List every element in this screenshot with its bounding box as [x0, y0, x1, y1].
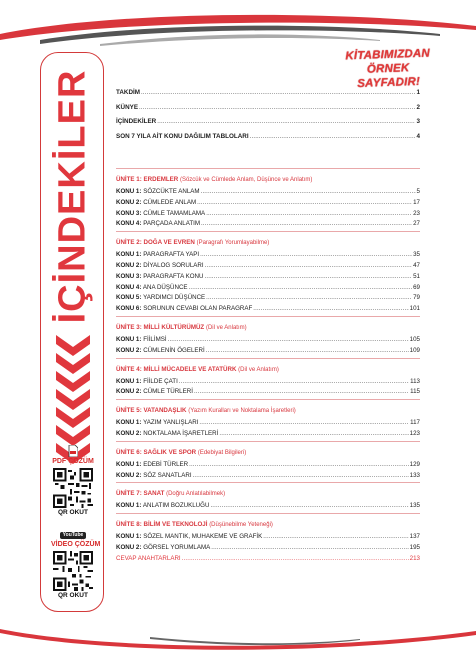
video-qr-code[interactable] — [53, 551, 93, 591]
unit-separator — [116, 168, 420, 169]
youtube-icon: YouTube — [60, 532, 87, 539]
unit-separator — [116, 399, 420, 400]
toc-topic[interactable]: KONU 3: PARAGRAFTA KONU ..... 51 — [116, 272, 420, 283]
toc-topic[interactable]: KONU 6: SORUNUN CEVABI OLAN PARAGRAF ..... 101 — [116, 304, 420, 315]
toc-topic[interactable]: KONU 1: PARAGRAFTA YAPI ..... 35 — [116, 250, 420, 261]
pdf-icon — [68, 445, 78, 457]
table-of-contents — [116, 86, 420, 565]
toc-topic[interactable]: KONU 3: CÜMLE TAMAMLAMA ..... 23 — [116, 209, 420, 220]
pdf-qr-caption: QR OKUT — [51, 509, 95, 517]
unit-separator — [116, 231, 420, 232]
toc-topic[interactable]: KONU 4: ANA DÜŞÜNCE ..... 69 — [116, 283, 420, 294]
unit-separator — [116, 482, 420, 483]
unit-separator — [116, 441, 420, 442]
toc-topic[interactable]: KONU 2: CÜMLEDE ANLAM ..... 17 — [116, 198, 420, 209]
toc-topic[interactable]: KONU 2: CÜMLE TÜRLERİ ..... 115 — [116, 387, 420, 398]
footer-swoosh — [0, 615, 476, 655]
unit-heading[interactable]: ÜNİTE 5: VATANDAŞLIK (Yazım Kuralları ve Noktalama İşaretleri) — [116, 407, 296, 415]
unit-heading[interactable]: ÜNİTE 2: DOĞA VE EVREN (Paragrafı Yorumlayabilme) — [116, 239, 270, 247]
sample-page-stamp — [341, 46, 434, 91]
unit-heading[interactable]: ÜNİTE 6: SAĞLIK VE SPOR (Edebiyat Bilgileri) — [116, 448, 247, 456]
toc-entry-takdim[interactable]: TAKDİM ..... 1 — [116, 86, 420, 101]
stamp-line-2: ÖRNEK SAYFADIR! — [357, 62, 421, 91]
toc-topic[interactable]: KONU 1: YAZIM YANLIŞLARI ..... 117 — [116, 418, 420, 429]
toc-topic[interactable]: KONU 2: NOKTALAMA İŞARETLERİ ..... 123 — [116, 429, 420, 440]
toc-topic[interactable]: KONU 5: YARDIMCI DÜŞÜNCE ..... 79 — [116, 293, 420, 304]
sidebar-panel — [40, 52, 104, 612]
toc-entry-answer-keys[interactable]: CEVAP ANAHTARLARI ..... 213 — [116, 554, 420, 565]
toc-topic[interactable]: KONU 2: DİYALOG SORULARI ..... 47 — [116, 261, 420, 272]
toc-topic[interactable]: KONU 1: FİİLDE ÇATI ..... 113 — [116, 377, 420, 388]
toc-topic[interactable]: KONU 1: SÖZCÜKTE ANLAM ..... 5 — [116, 187, 420, 198]
unit-separator — [116, 316, 420, 317]
video-qr-caption: QR OKUT — [51, 592, 95, 600]
toc-topic[interactable]: KONU 2: SÖZ SANATLARI ..... 133 — [116, 471, 420, 482]
toc-topic[interactable]: KONU 1: ANLATIM BOZUKLUĞU ..... 135 — [116, 501, 420, 512]
unit-heading[interactable]: ÜNİTE 8: BİLİM VE TEKNOLOJİ (Düşünebilme Yeteneği) — [116, 521, 273, 529]
toc-topic[interactable]: KONU 2: GÖRSEL YORUMLAMA ..... 195 — [116, 543, 420, 554]
video-qr-title: VİDEO ÇÖZÜM — [51, 541, 101, 548]
toc-entry-icindekiler[interactable]: İÇİNDEKİLER ..... 3 — [116, 115, 420, 130]
toc-topic[interactable]: KONU 2: CÜMLENİN ÖGELERİ ..... 109 — [116, 346, 420, 357]
toc-topic[interactable]: KONU 1: SÖZEL MANTIK, MUHAKEME VE GRAFİK ..... 137 — [116, 532, 420, 543]
unit-heading[interactable]: ÜNİTE 3: MİLLİ KÜLTÜRÜMÜZ (Dil ve Anlatım) — [116, 323, 247, 331]
unit-separator — [116, 358, 420, 359]
toc-topic[interactable]: KONU 4: PARÇADA ANLATIM ..... 27 — [116, 219, 420, 230]
toc-topic[interactable]: KONU 1: FİİLİMSİ ..... 105 — [116, 335, 420, 346]
toc-entry-kunye[interactable]: KÜNYE ..... 2 — [116, 101, 420, 116]
pdf-qr-title: PDF ÇÖZÜM — [52, 458, 94, 465]
sidebar-title — [47, 71, 99, 321]
unit-heading[interactable]: ÜNİTE 1: ERDEMLER (Sözcük ve Cümlede Anlam, Düşünce ve Anlatım) — [116, 176, 313, 183]
unit-heading[interactable]: ÜNİTE 4: MİLLİ MÜCADELE VE ATATÜRK (Dil ve Anlatım) — [116, 365, 279, 373]
pdf-qr-code[interactable] — [53, 468, 93, 508]
unit-heading[interactable]: ÜNİTE 7: SANAT (Doğru Anlatılabilmek) — [116, 490, 226, 498]
pdf-qr-block[interactable] — [51, 445, 95, 517]
unit-separator — [116, 513, 420, 514]
toc-topic[interactable]: KONU 1: EDEBİ TÜRLER ..... 129 — [116, 460, 420, 471]
stamp-line-1: KİTABIMIZDAN — [345, 47, 431, 63]
sidebar-title-text: İÇİNDEKİLER — [51, 69, 94, 323]
video-qr-block[interactable] — [51, 523, 101, 600]
toc-entry-dagilim-tablolari[interactable]: SON 7 YILA AİT KONU DAĞILIM TABLOLARI ..... 4 — [116, 130, 420, 145]
